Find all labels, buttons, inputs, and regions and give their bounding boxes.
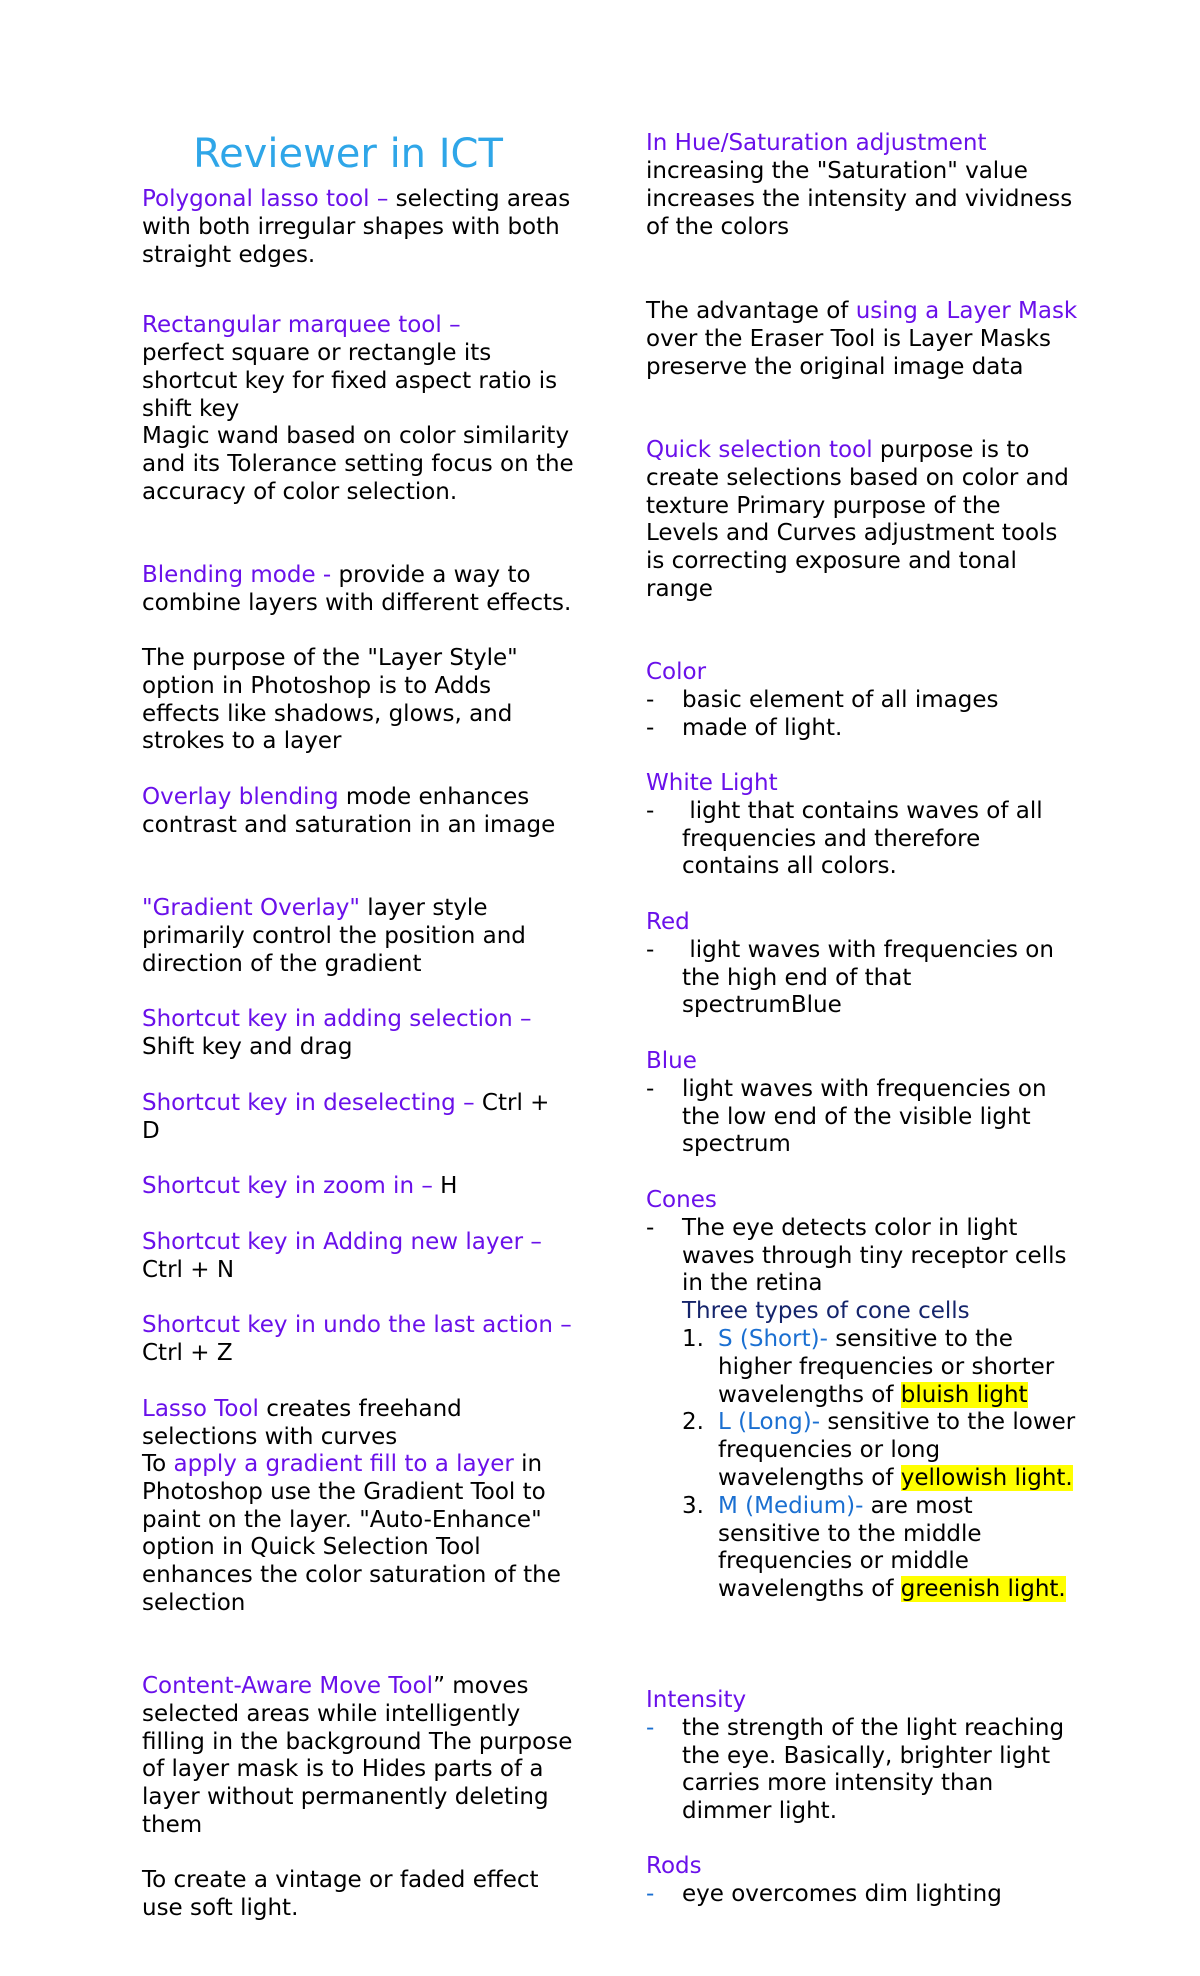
content-aware-move-entry [142,1673,574,1840]
definition: ” moves selected areas while intelligently filling in the background The purpose of layer mask is to Hides parts of a layer without permanently deleting them [142,1673,573,1838]
term: Lasso Tool [142,1396,259,1422]
rectangular-marquee-term: Rectangular marquee tool – [142,312,461,338]
list-item [646,1715,1078,1826]
item-text: light waves with frequencies on the high end of that spectrumBlue [682,936,1062,1019]
term: apply a gradient fill to a layer [173,1451,514,1477]
section-heading: Blue [646,1048,697,1074]
section-heading: White Light [646,770,778,796]
cone-type-medium [646,1493,1078,1604]
hue-saturation-definition: increasing the "Saturation" value increases the intensity and vividness of the colors [646,158,1073,240]
term: Overlay blending [142,784,339,810]
bullet-dash: - [646,1880,655,1907]
section-heading: Red [646,909,690,935]
cone-types-subheading: Three types of cone cells [682,1298,970,1325]
overlay-blending-entry [142,784,574,840]
definition: Shift key and drag [142,1033,353,1060]
bullet-dash: - [646,686,655,713]
item-text: made of light. [682,714,843,741]
definition: creates freehand selections with curves [142,1396,462,1450]
highlight: yellowish light. [900,1464,1073,1491]
bullet-dash: - [646,1214,655,1241]
item-text: the strength of the light reaching the eye. Basically, brighter light carries more intensity than dimmer light. [682,1714,1065,1825]
list-item [646,715,1078,743]
red-section [646,909,1078,1020]
cone-text: sensitive to the higher frequencies or shorter wavelengths of [718,1325,1055,1408]
gradient-overlay-entry [142,895,574,978]
term: "Gradient Overlay" [142,895,360,921]
cone-text: sensitive to the lower frequencies or long wavelengths of [718,1409,1076,1491]
shortcut-zoom-in [142,1173,574,1201]
definition: Ctrl + D [142,1090,550,1144]
gradient-fill-entry [142,1451,574,1618]
layer-mask-entry [646,298,1078,381]
list-item [646,687,1078,715]
definition: Ctrl + Z [142,1339,233,1366]
lasso-tool-entry [142,1396,574,1452]
shortcut-deselect [142,1090,574,1146]
intensity-section [646,1687,1078,1826]
list-number: 3. [682,1492,704,1519]
bullet-dash: - [646,714,655,741]
term: Shortcut key in Adding new layer – [142,1229,542,1255]
list-item [646,937,1078,1020]
cone-label: L (Long)- [718,1409,821,1436]
term: Quick selection tool [646,437,873,463]
term: Shortcut key in zoom in – [142,1173,433,1199]
vintage-effect-entry: To create a vintage or faded effect use soft light. [142,1867,539,1921]
rods-section [646,1853,1078,1909]
term: Shortcut key in deselecting – [142,1090,475,1116]
item-text: light waves with frequencies on the low end of the visible light spectrum [682,1075,1047,1158]
term: Shortcut key in undo the last action – [142,1312,572,1338]
section-heading: Rods [646,1853,702,1879]
term: using a Layer Mask [855,298,1078,324]
term: Shortcut key in adding selection – [142,1006,532,1032]
white-light-section [646,770,1078,881]
highlight: greenish light. [900,1576,1066,1603]
definition: H [432,1173,458,1199]
shortcut-undo [142,1312,574,1368]
list-number: 1. [682,1325,704,1352]
term: Blending mode - [142,562,332,588]
section-heading: Intensity [646,1687,747,1713]
shortcut-new-layer [142,1229,574,1285]
definition: Ctrl + N [142,1256,235,1283]
term: Polygonal lasso tool – [142,186,389,212]
prefix: To [142,1451,174,1477]
list-item [646,798,1078,881]
item-text: eye overcomes dim lighting [682,1880,1002,1907]
cone-label: M (Medium)- [718,1492,864,1519]
cone-type-short [646,1326,1078,1409]
cone-type-long [646,1409,1078,1492]
prefix: The advantage of [646,298,856,324]
item-text: light that contains waves of all frequencies and therefore contains all colors. [682,797,1050,880]
hue-saturation-term: In Hue/Saturation adjustment [646,130,987,156]
bullet-dash: - [646,1714,655,1741]
list-item [646,1881,1078,1909]
section-heading: Cones [646,1187,717,1213]
magic-wand-entry: Magic wand based on color similarity and its Tolerance setting focus on the accuracy of color selection. [142,423,574,505]
layer-style-entry: The purpose of the "Layer Style" option in Photoshop is to Adds effects like shadows, glows, and strokes to a layer [142,645,518,755]
cone-text: are most sensitive to the middle frequencies or middle wavelengths of [718,1492,982,1603]
item-text: The eye detects color in light waves through tiny receptor cells in the retina [682,1214,1067,1297]
term: Content-Aware Move Tool [142,1673,434,1699]
quick-selection-entry [646,437,1078,604]
color-section [646,659,1078,742]
cones-section [646,1187,1078,1604]
definition: provide a way to combine layers with different effects. [142,562,572,616]
blue-section [646,1048,1078,1159]
definition: over the Eraser Tool is Layer Masks preserve the original image data [646,325,1051,380]
bullet-dash: - [646,936,655,963]
definition: mode enhances contrast and saturation in an image [142,784,556,838]
item-text: basic element of all images [682,686,999,713]
definition: layer style primarily control the position and direction of the gradient [142,895,526,977]
definition: in Photoshop use the Gradient Tool to paint on the layer. "Auto-Enhance" option in Quick Selection Tool enhances the color saturation of the selection [142,1451,561,1616]
bullet-dash: - [646,797,655,824]
bullet-dash: - [646,1075,655,1102]
polygonal-lasso-entry [142,186,574,269]
definition: purpose is to create selections based on color and texture Primary purpose of the Levels and Curves adjustment tools is correcting exposure and tonal range [646,437,1069,602]
section-heading: Color [646,659,707,685]
rectangular-marquee-definition: perfect square or rectangle its shortcut key for fixed aspect ratio is shift key [142,340,558,422]
highlight: bluish light [900,1381,1028,1408]
page-title: Reviewer in ICT [193,131,503,177]
list-item [646,1215,1078,1298]
cone-label: S (Short)- [718,1325,828,1352]
blending-mode-entry [142,562,574,618]
shortcut-add-selection [142,1006,574,1062]
list-item [646,1076,1078,1159]
list-number: 2. [682,1409,704,1436]
definition: selecting areas with both irregular shapes with both straight edges. [142,186,571,268]
